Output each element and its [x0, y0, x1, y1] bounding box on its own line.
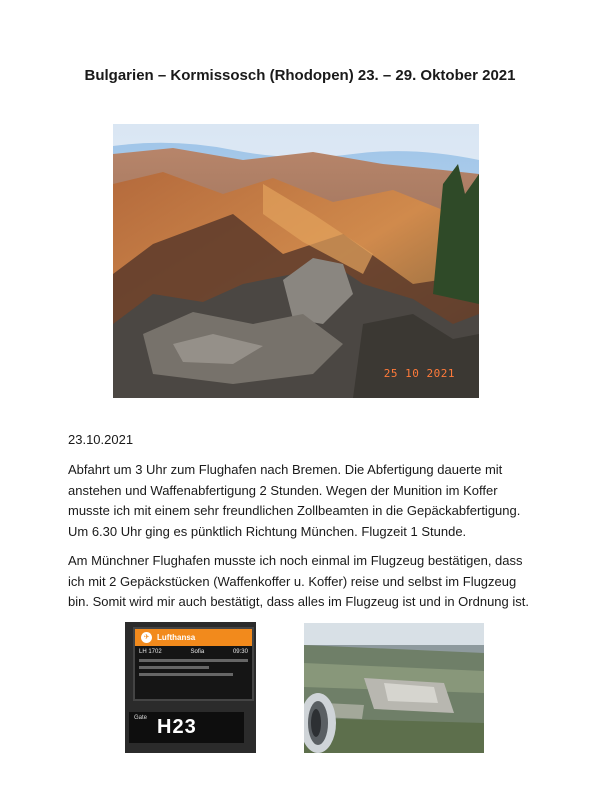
gate-label: Gate	[134, 715, 148, 721]
flight-number: LH 1702	[139, 649, 162, 655]
board-divider	[139, 666, 209, 669]
airplane-window-photo	[304, 623, 484, 753]
flight-time: 09:30	[232, 649, 248, 655]
airline-name: Lufthansa	[157, 633, 196, 642]
gate-sign	[129, 712, 244, 743]
gate-number: H23	[157, 716, 197, 738]
airline-header	[135, 629, 252, 646]
entry-date: 23.10.2021	[68, 432, 134, 447]
mountain-landscape-illustration	[113, 124, 479, 398]
departure-board	[133, 627, 254, 701]
gate-sign-photo	[125, 622, 256, 753]
board-divider	[139, 659, 248, 662]
flight-row	[135, 646, 252, 655]
mountain-landscape-photo	[113, 124, 479, 398]
paragraph-departure: Abfahrt um 3 Uhr zum Flughafen nach Bremen. Die Abfertigung dauerte mit anstehen und Waffenabfertigung 2 Stunden. Wegen der Munition im Koffer musste ich mit einem sehr freundlichen Zollbeamten in die Gepäckabfertigung. Um 6.30 Uhr ging es pünktlich Richtung München. Flugzeit 1 Stunde.	[68, 462, 521, 539]
crane-logo-icon: ✈	[141, 632, 152, 643]
photo-date-stamp: 25 10 2021	[383, 367, 455, 380]
paragraph-munich-airport: Am Münchner Flughafen musste ich noch einmal im Flugzeug bestätigen, dass ich mit 2 Gepäckstücken (Waffenkoffer u. Koffer) reise und selbst im Flugzeug bin. Somit wird mir auch bestätigt, dass alles im Flugzeug ist und in Ordnung ist.	[68, 553, 529, 609]
flight-destination: Sofia	[190, 649, 205, 655]
aerial-view-illustration	[304, 623, 484, 753]
page-title: Bulgarien – Kormissosch (Rhodopen) 23. – 29. Oktober 2021	[84, 67, 516, 84]
board-divider	[139, 673, 233, 676]
